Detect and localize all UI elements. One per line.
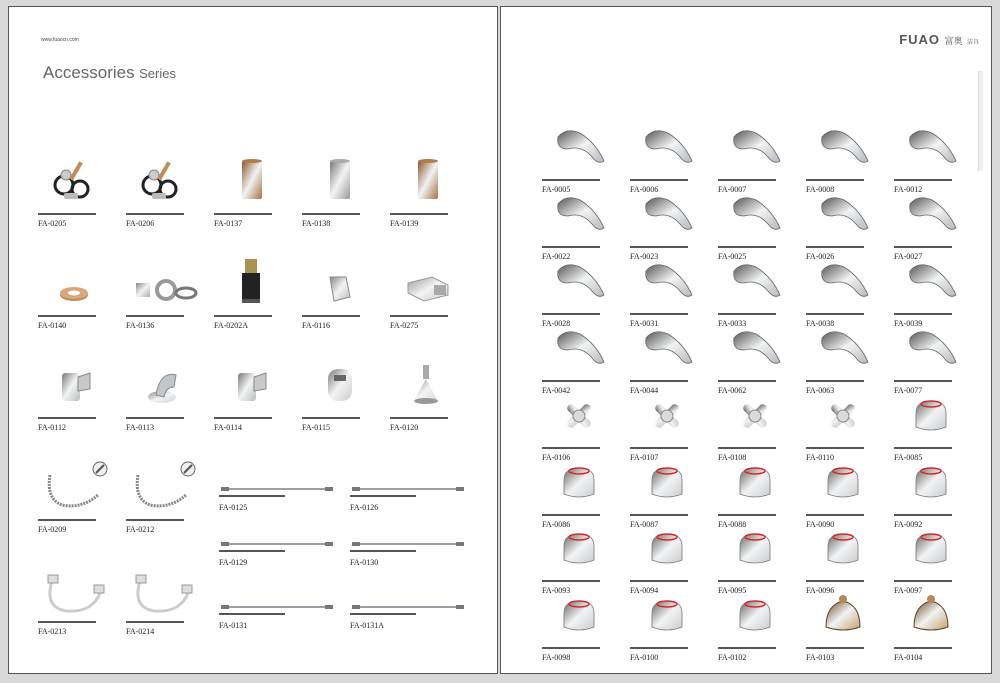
product-code: FA-0212 (126, 525, 155, 534)
knob-handle-icon (546, 520, 614, 576)
product-item[interactable] (390, 255, 474, 345)
product-code: FA-0090 (806, 520, 835, 529)
o-ring-kit-icon (42, 153, 110, 209)
left-catalog-page (8, 6, 498, 674)
divider (350, 613, 416, 615)
product-code: FA-0098 (542, 653, 571, 662)
divider (718, 380, 776, 382)
product-code: FA-0025 (718, 252, 747, 261)
product-code: FA-0131A (350, 621, 385, 630)
product-code: FA-0107 (630, 453, 659, 462)
lever-handle-icon (634, 320, 702, 376)
product-code: FA-0028 (542, 319, 571, 328)
knob-handle-icon (634, 587, 702, 643)
lever-handle-icon (722, 253, 790, 309)
product-code: FA-0104 (894, 653, 923, 662)
antique-knob-icon (810, 587, 878, 643)
divider (390, 417, 448, 419)
knob-handle-icon (722, 454, 790, 510)
divider (126, 213, 184, 215)
divider (894, 447, 952, 449)
knob-handle-icon (634, 454, 702, 510)
cross-handle-icon (546, 387, 614, 443)
divider (894, 647, 952, 649)
product-item[interactable] (219, 532, 339, 572)
lever-handle-icon (546, 320, 614, 376)
lever-handle-icon (810, 253, 878, 309)
divider (350, 550, 416, 552)
product-code: FA-0085 (894, 453, 923, 462)
product-item[interactable] (126, 561, 210, 651)
divider (542, 447, 600, 449)
product-code: FA-0094 (630, 586, 659, 595)
product-code: FA-0126 (350, 503, 379, 512)
chrome-sleeve-icon (306, 153, 374, 209)
divider (219, 550, 285, 552)
product-code: FA-0102 (718, 653, 747, 662)
product-code: FA-0206 (126, 219, 155, 228)
product-code: FA-0100 (630, 653, 659, 662)
cross-handle-icon (634, 387, 702, 443)
product-code: FA-0137 (214, 219, 243, 228)
product-code: FA-0214 (126, 627, 155, 636)
product-item[interactable] (390, 153, 474, 243)
lever-handle-icon (546, 186, 614, 242)
product-code: FA-0022 (542, 252, 571, 261)
divider (630, 514, 688, 516)
product-item[interactable] (219, 595, 339, 635)
product-item[interactable] (302, 357, 386, 447)
lever-handle-icon (898, 186, 966, 242)
product-code: FA-0095 (718, 586, 747, 595)
o-ring-kit-icon (130, 153, 198, 209)
product-item[interactable] (38, 255, 122, 345)
divider (214, 417, 272, 419)
divider (302, 315, 360, 317)
shower-cone-icon (394, 357, 462, 413)
divider (542, 179, 600, 181)
product-code: FA-0012 (894, 185, 923, 194)
product-code: FA-0116 (302, 321, 330, 330)
knob-handle-icon (634, 520, 702, 576)
divider (390, 213, 448, 215)
divider (126, 621, 184, 623)
product-code: FA-0088 (718, 520, 747, 529)
divider (806, 647, 864, 649)
lever-handle-icon (810, 320, 878, 376)
lever-handle-icon (898, 253, 966, 309)
product-item[interactable] (630, 587, 714, 677)
product-code: FA-0062 (718, 386, 747, 395)
product-code: FA-0103 (806, 653, 835, 662)
divider (542, 246, 600, 248)
lever-handle-icon (722, 320, 790, 376)
square-bracket-icon (394, 255, 462, 311)
website-url: www.fuaocn.com (41, 37, 79, 43)
divider (38, 213, 96, 215)
logo-chinese-sub: 洁具 (966, 40, 979, 46)
product-code: FA-0205 (38, 219, 67, 228)
lever-handle-icon (898, 119, 966, 175)
wall-holder-icon (42, 357, 110, 413)
divider (718, 246, 776, 248)
product-code: FA-0063 (806, 386, 835, 395)
divider (894, 380, 952, 382)
white-hose-icon (42, 561, 110, 617)
divider (894, 246, 952, 248)
lever-handle-icon (634, 253, 702, 309)
cartridge-icon (218, 255, 286, 311)
divider (806, 380, 864, 382)
product-item[interactable] (350, 477, 470, 517)
divider (542, 313, 600, 315)
divider (630, 380, 688, 382)
product-code: FA-0120 (390, 423, 419, 432)
divider (542, 647, 600, 649)
divider (718, 647, 776, 649)
divider (126, 519, 184, 521)
brass-sleeve-icon (218, 153, 286, 209)
product-item[interactable] (390, 357, 474, 447)
title-sub: Series (139, 66, 176, 81)
product-code: FA-0087 (630, 520, 659, 529)
product-code: FA-0112 (38, 423, 66, 432)
page-scrollbar[interactable] (978, 71, 983, 171)
brass-sleeve-icon (394, 153, 462, 209)
lever-handle-icon (634, 186, 702, 242)
white-hose-icon (130, 561, 198, 617)
product-item[interactable] (38, 459, 122, 549)
divider (806, 246, 864, 248)
lever-handle-icon (722, 186, 790, 242)
product-code: FA-0096 (806, 586, 835, 595)
nut-washer-set-icon (130, 255, 198, 311)
divider (214, 315, 272, 317)
product-item[interactable] (806, 587, 890, 677)
product-item[interactable] (214, 255, 298, 345)
swivel-holder-icon (130, 357, 198, 413)
product-code: FA-0140 (38, 321, 67, 330)
divider (390, 315, 448, 317)
slide-holder-icon (306, 357, 374, 413)
product-code: FA-0202A (214, 321, 249, 330)
divider (126, 315, 184, 317)
knob-handle-icon (810, 454, 878, 510)
product-item[interactable] (38, 153, 122, 243)
divider (894, 514, 952, 516)
divider (38, 417, 96, 419)
product-item[interactable] (38, 561, 122, 651)
product-code: FA-0006 (630, 185, 659, 194)
divider (718, 514, 776, 516)
title-main: Accessories (43, 63, 135, 82)
product-item[interactable] (126, 153, 210, 243)
divider (38, 621, 96, 623)
product-item[interactable] (302, 153, 386, 243)
divider (126, 417, 184, 419)
divider (894, 580, 952, 582)
lever-handle-icon (634, 119, 702, 175)
logo-chinese: 富奥 (944, 36, 963, 46)
product-code: FA-0213 (38, 627, 67, 636)
divider (542, 514, 600, 516)
logo-brand: FUAO (899, 32, 941, 47)
product-code: FA-0092 (894, 520, 923, 529)
divider (302, 213, 360, 215)
product-code: FA-0086 (542, 520, 571, 529)
divider (806, 313, 864, 315)
product-code: FA-0023 (630, 252, 659, 261)
product-item[interactable] (350, 532, 470, 572)
lever-handle-icon (810, 186, 878, 242)
product-code: FA-0093 (542, 586, 571, 595)
page-title (43, 63, 176, 83)
divider (630, 580, 688, 582)
divider (806, 447, 864, 449)
shower-hose-icon (130, 459, 198, 515)
knob-handle-icon (898, 520, 966, 576)
divider (302, 417, 360, 419)
product-code: FA-0008 (806, 185, 835, 194)
divider (894, 179, 952, 181)
cross-handle-icon (810, 387, 878, 443)
washer-icon (42, 255, 110, 311)
lever-handle-icon (810, 119, 878, 175)
shower-bracket-icon (306, 255, 374, 311)
divider (38, 315, 96, 317)
product-code: FA-0039 (894, 319, 923, 328)
product-item[interactable] (38, 357, 122, 447)
product-code: FA-0005 (542, 185, 571, 194)
divider (542, 380, 600, 382)
lever-handle-icon (546, 119, 614, 175)
product-code: FA-0097 (894, 586, 923, 595)
lever-handle-icon (722, 119, 790, 175)
lever-handle-icon (546, 253, 614, 309)
product-item[interactable] (350, 595, 470, 635)
antique-knob-icon (898, 587, 966, 643)
product-code: FA-0108 (718, 453, 747, 462)
right-catalog-page (500, 6, 992, 674)
product-code: FA-0044 (630, 386, 659, 395)
knob-handle-icon (722, 520, 790, 576)
divider (214, 213, 272, 215)
divider (806, 580, 864, 582)
divider (806, 179, 864, 181)
product-item[interactable] (126, 255, 210, 345)
divider (630, 313, 688, 315)
product-code: FA-0113 (126, 423, 154, 432)
product-code: FA-0114 (214, 423, 242, 432)
product-code: FA-0026 (806, 252, 835, 261)
divider (894, 313, 952, 315)
divider (630, 447, 688, 449)
divider (542, 580, 600, 582)
product-code: FA-0130 (350, 558, 379, 567)
divider (219, 613, 285, 615)
product-code: FA-0077 (894, 386, 923, 395)
divider (219, 495, 285, 497)
divider (718, 447, 776, 449)
product-code: FA-0125 (219, 503, 248, 512)
product-code: FA-0138 (302, 219, 331, 228)
wall-holder-icon (218, 357, 286, 413)
product-item[interactable] (219, 477, 339, 517)
product-code: FA-0027 (894, 252, 923, 261)
product-item[interactable] (214, 357, 298, 447)
product-code: FA-0007 (718, 185, 747, 194)
divider (630, 246, 688, 248)
product-item[interactable] (126, 459, 210, 549)
divider (806, 514, 864, 516)
product-item[interactable] (542, 587, 626, 677)
divider (350, 495, 416, 497)
knob-handle-icon (546, 454, 614, 510)
knob-handle-icon (546, 587, 614, 643)
cross-handle-icon (722, 387, 790, 443)
product-code: FA-0031 (630, 319, 659, 328)
divider (718, 313, 776, 315)
lever-handle-icon (898, 320, 966, 376)
product-item[interactable] (214, 153, 298, 243)
product-item[interactable] (718, 587, 802, 677)
product-code: FA-0042 (542, 386, 571, 395)
knob-handle-icon (722, 587, 790, 643)
product-code: FA-0115 (302, 423, 330, 432)
product-code: FA-0136 (126, 321, 155, 330)
product-code: FA-0033 (718, 319, 747, 328)
product-code: FA-0110 (806, 453, 834, 462)
product-code: FA-0038 (806, 319, 835, 328)
divider (718, 179, 776, 181)
product-code: FA-0139 (390, 219, 419, 228)
product-code: FA-0129 (219, 558, 248, 567)
divider (630, 647, 688, 649)
divider (630, 179, 688, 181)
knob-handle-icon (898, 387, 966, 443)
divider (38, 519, 96, 521)
product-code: FA-0106 (542, 453, 571, 462)
product-code: FA-0209 (38, 525, 67, 534)
divider (718, 580, 776, 582)
product-code: FA-0275 (390, 321, 419, 330)
product-item[interactable] (894, 587, 978, 677)
product-item[interactable] (302, 255, 386, 345)
product-code: FA-0131 (219, 621, 248, 630)
brand-logo (899, 31, 979, 49)
knob-handle-icon (810, 520, 878, 576)
product-item[interactable] (126, 357, 210, 447)
knob-handle-icon (898, 454, 966, 510)
shower-hose-icon (42, 459, 110, 515)
